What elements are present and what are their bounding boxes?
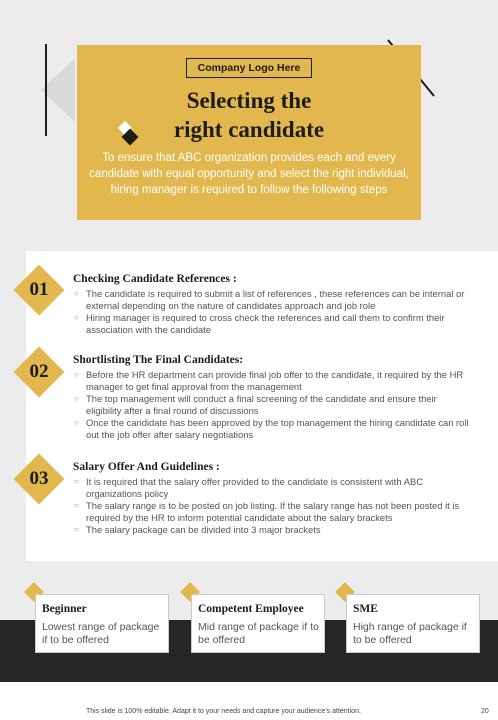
bracket-name: SME (353, 603, 378, 615)
bracket-card-competent-employee (191, 594, 325, 653)
bullet-item: ○ The top management will conduct a final screening of the candidate and ensure their eligibility after a final round of discussions (74, 393, 437, 416)
title-line-2: right candidate (173, 117, 325, 142)
title-line-1: Selecting the (186, 88, 312, 113)
bullet-circle-icon: ○ (74, 525, 79, 535)
bullet-item: ○ Before the HR department can provide final job offer to the candidate, it required by the HR manager to get final approval from the management (74, 369, 464, 392)
bullet-circle-icon: ○ (74, 501, 79, 511)
footer-note: This slide is 100% editable. Adapt it to your needs and capture your audience's attention. (86, 708, 361, 715)
step-title: Shortlisting The Final Candidates: (73, 354, 244, 366)
bullet-item: ○ It is required that the salary offer provided to the candidate is consistent with ABC organizations policy (74, 476, 423, 499)
step-number: 03 (29, 468, 49, 489)
step-02-section (73, 354, 473, 442)
step-title: Salary Offer And Guidelines : (73, 461, 220, 473)
bullet-item: ○ The salary range is to be posted on job listing. If the salary range has not been posted it is required by the HR to inform potential candidate about the salary brackets (74, 500, 460, 523)
bracket-description: Lowest range of package if to be offered (42, 621, 160, 646)
bullet-circle-icon: ○ (74, 289, 79, 298)
bracket-name: Beginner (42, 603, 87, 615)
page-number: 20 (481, 708, 489, 715)
step-number: 02 (29, 361, 49, 382)
bullet-item: ○ Hiring manager is required to cross check the references and call them to confirm their association with the candidate (74, 312, 445, 335)
bullet-item: ○ The salary package can be divided into 3 major brackets (74, 524, 321, 536)
company-logo-placeholder: Company Logo Here (186, 58, 312, 78)
bracket-card-beginner (35, 594, 169, 653)
bullet-circle-icon: ○ (74, 394, 79, 404)
bullet-item: ○ The candidate is required to submit a list of references , these references can be internal or external depending on the nature of candidates approach and job role (74, 288, 465, 311)
left-vertical-line (45, 44, 47, 136)
bullet-circle-icon: ○ (74, 313, 79, 323)
intro-text: To ensure that ABC organization provides each and every candidate with equal opportunity and select the right individual, hiring manager is required to follow the following steps (89, 152, 409, 196)
bullet-circle-icon: ○ (74, 477, 79, 486)
bullet-item: ○ Once the candidate has been approved by the top management the hiring candidate can roll out the job offer after salary negotiations (74, 417, 469, 440)
step-01-section (73, 273, 473, 336)
bracket-card-sme (346, 594, 480, 653)
header-box (77, 45, 421, 220)
bracket-name: Competent Employee (198, 603, 304, 615)
step-number: 01 (29, 279, 49, 300)
page-title (127, 86, 371, 144)
diamond-cluster-icon (115, 118, 151, 150)
bullet-circle-icon: ○ (74, 418, 79, 428)
bracket-description: High range of package if to be offered (353, 621, 467, 646)
step-03-marker (21, 461, 57, 497)
step-03-section (73, 461, 473, 537)
step-title: Checking Candidate References : (73, 273, 237, 285)
step-02-marker (21, 354, 57, 390)
step-01-marker (21, 272, 57, 308)
bracket-description: Mid range of package if to be offered (198, 621, 319, 646)
bullet-circle-icon: ○ (74, 370, 79, 379)
